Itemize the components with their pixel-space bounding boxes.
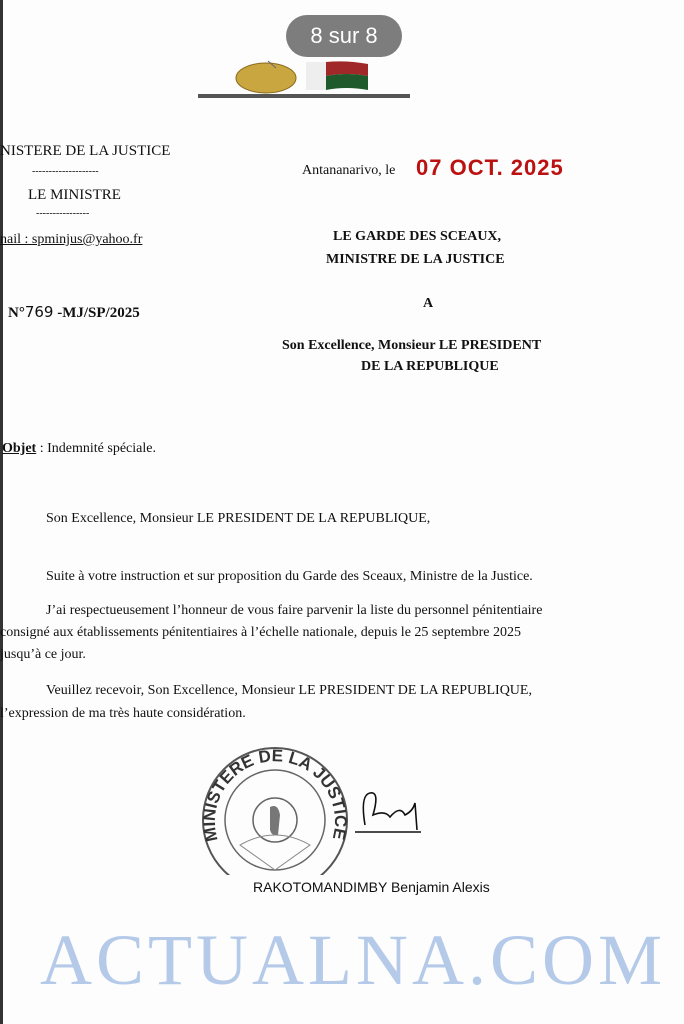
minister-title: LE MINISTRE [28,187,121,203]
paragraph-2: consigné aux établissements pénitentiaires à l’échelle nationale, depuis le 25 septembre 2025 [0,625,521,640]
page-indicator: 8 sur 8 [286,15,402,57]
paragraph-2: jusqu’à ce jour. [0,647,86,662]
ministry-name: NISTERE DE LA JUSTICE [0,143,171,159]
sender-title-2: MINISTRE DE LA JUSTICE [326,252,505,267]
paragraph-3: Veuillez recevoir, Son Excellence, Monsieur LE PRESIDENT DE LA REPUBLIQUE, [46,683,532,698]
divider: -------------------- [32,166,99,177]
reference-number: N°769 -MJ/SP/2025 [8,303,140,321]
date-place: Antananarivo, le [302,163,396,178]
to-label: A [423,296,434,311]
recipient-line-2: DE LA REPUBLIQUE [361,359,499,374]
divider: ---------------- [36,208,90,219]
ministry-stamp [200,745,350,875]
signatory-name: RAKOTOMANDIMBY Benjamin Alexis [253,879,490,895]
watermark: ACTUALNA.COM [40,920,667,1000]
salutation: Son Excellence, Monsieur LE PRESIDENT DE LA REPUBLIQUE, [46,511,431,526]
paragraph-2: J’ai respectueusement l’honneur de vous faire parvenir la liste du personnel pénitentiaire [46,603,543,618]
date-stamp: 07 OCT. 2025 [416,155,564,180]
svg-text:MINISTERE DE LA JUSTICE: MINISTERE DE LA JUSTICE [200,746,350,844]
subject: Objet : Indemnité spéciale. [2,441,156,456]
paragraph-3: l’expression de ma très haute considération. [0,706,246,721]
paragraph-1: Suite à votre instruction et sur proposition du Garde des Sceaux, Ministre de la Justice. [46,569,533,584]
sender-title-1: LE GARDE DES SCEAUX, [333,229,502,244]
recipient-line-1: Son Excellence, Monsieur LE PRESIDENT [282,338,542,353]
republic-emblem-logo [196,60,412,104]
email-link[interactable]: nail : spminjus@yahoo.fr [0,232,143,247]
handwritten-signature [355,785,435,840]
